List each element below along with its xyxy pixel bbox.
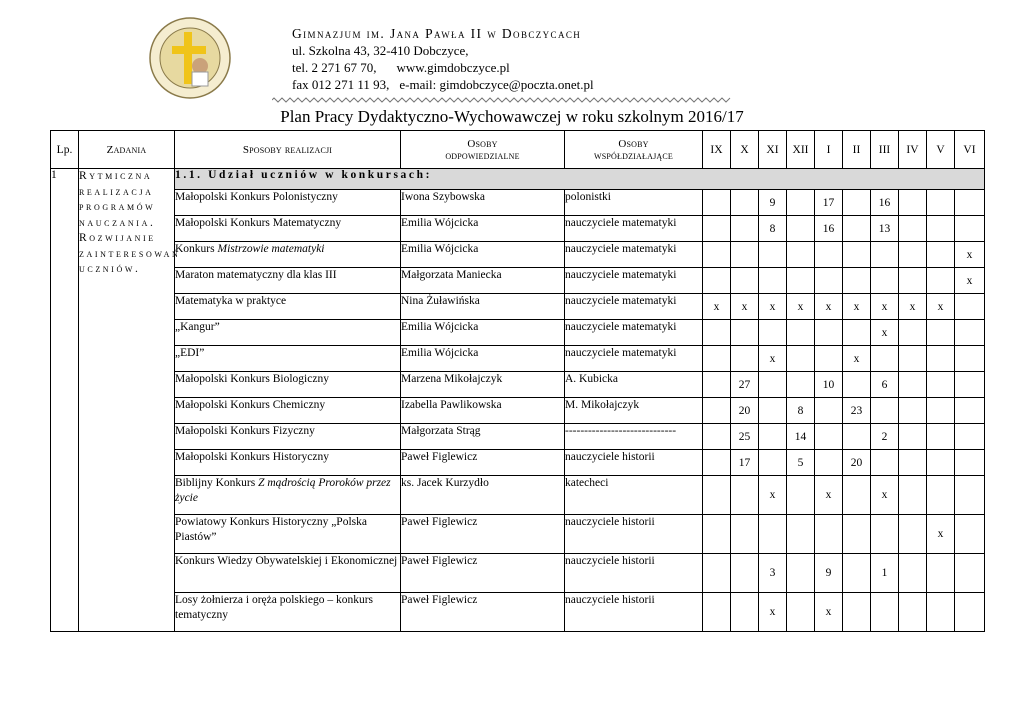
month-cell (787, 242, 815, 268)
table-row (51, 190, 985, 216)
fax: fax 012 271 11 93, (292, 77, 390, 92)
month-cell: x (815, 593, 843, 632)
month-cell: 25 (731, 424, 759, 450)
month-cell: x (871, 320, 899, 346)
month-cell: x (815, 294, 843, 320)
month-cell (731, 320, 759, 346)
competition-name: „Kangur” (175, 320, 401, 346)
month-cell: 9 (759, 190, 787, 216)
month-cell (927, 593, 955, 632)
month-cell (787, 268, 815, 294)
address: ul. Szkolna 43, 32-410 Dobczyce, (292, 43, 469, 58)
header-month: II (843, 131, 871, 169)
table-row (51, 593, 985, 632)
responsible-person: Małgorzata Maniecka (401, 268, 565, 294)
section-row (51, 169, 985, 190)
month-cell (815, 450, 843, 476)
month-cell (871, 242, 899, 268)
responsible-person: Paweł Figlewicz (401, 450, 565, 476)
responsible-person: Marzena Mikołajczyk (401, 372, 565, 398)
cooperating-persons: M. Mikołajczyk (565, 398, 703, 424)
responsible-person: Izabella Pawlikowska (401, 398, 565, 424)
month-cell (843, 424, 871, 450)
month-cell (955, 424, 985, 450)
month-cell (899, 346, 927, 372)
month-cell (871, 450, 899, 476)
month-cell (955, 372, 985, 398)
table-row (51, 372, 985, 398)
month-cell (703, 320, 731, 346)
month-cell (703, 554, 731, 593)
competition-name: Małopolski Konkurs Matematyczny (175, 216, 401, 242)
month-cell: 6 (871, 372, 899, 398)
month-cell (927, 216, 955, 242)
month-cell (899, 268, 927, 294)
month-cell: 17 (815, 190, 843, 216)
month-cell (927, 346, 955, 372)
competition-name: Powiatowy Konkurs Historyczny „Polska Piastów” (175, 515, 401, 554)
month-cell (927, 242, 955, 268)
month-cell (759, 268, 787, 294)
month-cell (703, 398, 731, 424)
month-cell (731, 216, 759, 242)
month-cell: x (871, 476, 899, 515)
table-row (51, 476, 985, 515)
month-cell (955, 515, 985, 554)
header-month: X (731, 131, 759, 169)
header-lp: Lp. (51, 131, 79, 169)
month-cell: x (787, 294, 815, 320)
month-cell (843, 216, 871, 242)
month-cell (899, 398, 927, 424)
month-cell (899, 320, 927, 346)
cooperating-persons: nauczyciele historii (565, 450, 703, 476)
month-cell (899, 242, 927, 268)
month-cell (703, 216, 731, 242)
month-cell (787, 515, 815, 554)
responsible-person: Emilia Wójcicka (401, 346, 565, 372)
month-cell (731, 554, 759, 593)
month-cell (703, 424, 731, 450)
month-cell (955, 450, 985, 476)
header-month: I (815, 131, 843, 169)
month-cell: 8 (759, 216, 787, 242)
responsible-person: Małgorzata Strąg (401, 424, 565, 450)
month-cell: 10 (815, 372, 843, 398)
page-title: Plan Pracy Dydaktyczno-Wychowawczej w roku szkolnym 2016/17 (280, 107, 744, 126)
month-cell (927, 320, 955, 346)
competition-name: Małopolski Konkurs Biologiczny (175, 372, 401, 398)
month-cell: x (703, 294, 731, 320)
month-cell (731, 190, 759, 216)
task-line: realizacja (79, 185, 154, 198)
month-cell (759, 320, 787, 346)
cooperating-persons: polonistki (565, 190, 703, 216)
header-osoby-wspoldzialajace: Osoby współdziałające (565, 131, 703, 169)
header-sposoby: Sposoby realizacji (175, 131, 401, 169)
month-cell: x (899, 294, 927, 320)
month-cell (955, 554, 985, 593)
month-cell (759, 242, 787, 268)
header-zadania: Zadania (79, 131, 175, 169)
plan-table (50, 130, 985, 632)
table-row (51, 554, 985, 593)
month-cell (843, 593, 871, 632)
cooperating-persons: nauczyciele matematyki (565, 216, 703, 242)
responsible-person: Emilia Wójcicka (401, 242, 565, 268)
month-cell (955, 398, 985, 424)
competition-name: Konkurs Mistrzowie matematyki (175, 242, 401, 268)
month-cell: 20 (843, 450, 871, 476)
month-cell: 13 (871, 216, 899, 242)
month-cell (899, 190, 927, 216)
table-row (51, 294, 985, 320)
month-cell (927, 398, 955, 424)
month-cell: 14 (787, 424, 815, 450)
month-cell: x (955, 268, 985, 294)
month-cell (815, 320, 843, 346)
month-cell (815, 346, 843, 372)
table-row (51, 242, 985, 268)
month-cell (899, 593, 927, 632)
table-row (51, 216, 985, 242)
month-cell (899, 554, 927, 593)
header-month: XII (787, 131, 815, 169)
month-cell (759, 424, 787, 450)
header-osoby-odpowiedzialne: Osoby odpowiedzialne (401, 131, 565, 169)
phone: tel. 2 271 67 70, (292, 60, 377, 75)
month-cell (703, 450, 731, 476)
month-cell: 2 (871, 424, 899, 450)
month-cell (703, 268, 731, 294)
email-link[interactable]: e-mail: gimdobczyce@poczta.onet.pl (399, 77, 594, 92)
month-cell (787, 346, 815, 372)
table-row (51, 268, 985, 294)
month-cell (843, 372, 871, 398)
month-cell (927, 424, 955, 450)
cooperating-persons: nauczyciele matematyki (565, 242, 703, 268)
month-cell (703, 593, 731, 632)
month-cell (871, 346, 899, 372)
month-cell (899, 424, 927, 450)
letterhead (292, 26, 594, 93)
month-cell (759, 450, 787, 476)
month-cell: 5 (787, 450, 815, 476)
cooperating-persons: nauczyciele matematyki (565, 294, 703, 320)
competition-name: Matematyka w praktyce (175, 294, 401, 320)
competition-name: Małopolski Konkurs Polonistyczny (175, 190, 401, 216)
month-cell: x (843, 346, 871, 372)
month-cell (843, 190, 871, 216)
month-cell (899, 515, 927, 554)
month-cell: 27 (731, 372, 759, 398)
month-cell (759, 372, 787, 398)
table-row (51, 515, 985, 554)
month-cell: 20 (731, 398, 759, 424)
month-cell: x (731, 294, 759, 320)
month-cell (955, 346, 985, 372)
month-cell (759, 515, 787, 554)
month-cell: x (927, 294, 955, 320)
cooperating-persons: ----------------------------- (565, 424, 703, 450)
month-cell (787, 372, 815, 398)
competition-name: Małopolski Konkurs Chemiczny (175, 398, 401, 424)
cooperating-persons: katecheci (565, 476, 703, 515)
competition-name: Biblijny Konkurs Z mądrością Proroków przez życie (175, 476, 401, 515)
month-cell (843, 554, 871, 593)
month-cell: 23 (843, 398, 871, 424)
table-row (51, 450, 985, 476)
cooperating-persons: nauczyciele matematyki (565, 268, 703, 294)
header-month: V (927, 131, 955, 169)
month-cell (927, 372, 955, 398)
month-cell (955, 320, 985, 346)
competition-name: „EDI” (175, 346, 401, 372)
month-cell (731, 476, 759, 515)
month-cell: 9 (815, 554, 843, 593)
competition-name: Konkurs Wiedzy Obywatelskiej i Ekonomicznej (175, 554, 401, 593)
task-line: Rozwijanie (79, 232, 156, 244)
month-cell (815, 424, 843, 450)
section-title: 1.1. Udział uczniów w konkursach: (175, 169, 985, 190)
month-cell (843, 476, 871, 515)
month-cell: 8 (787, 398, 815, 424)
month-cell (871, 593, 899, 632)
month-cell (703, 190, 731, 216)
school-name: Gimnazjum im. Jana Pawła II w Dobczycach (292, 26, 582, 41)
cooperating-persons: nauczyciele historii (565, 515, 703, 554)
school-logo (148, 16, 232, 100)
decorative-divider (272, 96, 732, 104)
task-line: zainteresowań (79, 247, 181, 260)
table-header (51, 131, 985, 169)
responsible-person: Emilia Wójcicka (401, 216, 565, 242)
month-cell (731, 242, 759, 268)
table-row (51, 398, 985, 424)
month-cell (955, 593, 985, 632)
month-cell (843, 242, 871, 268)
month-cell (787, 320, 815, 346)
month-cell (927, 268, 955, 294)
month-cell (927, 190, 955, 216)
month-cell: 1 (871, 554, 899, 593)
responsible-person: Paweł Figlewicz (401, 554, 565, 593)
month-cell (927, 554, 955, 593)
month-cell (787, 593, 815, 632)
task-line: programów (79, 201, 156, 213)
month-cell (871, 515, 899, 554)
month-cell (703, 372, 731, 398)
month-cell (843, 268, 871, 294)
table-row (51, 346, 985, 372)
month-cell (927, 450, 955, 476)
month-cell (955, 294, 985, 320)
month-cell (899, 216, 927, 242)
month-cell (899, 476, 927, 515)
month-cell: x (759, 294, 787, 320)
month-cell (731, 346, 759, 372)
month-cell: x (871, 294, 899, 320)
month-cell (703, 476, 731, 515)
cooperating-persons: nauczyciele historii (565, 593, 703, 632)
month-cell (871, 268, 899, 294)
month-cell (703, 242, 731, 268)
task-line: nauczania. (79, 216, 156, 229)
month-cell: x (955, 242, 985, 268)
month-cell: 3 (759, 554, 787, 593)
cooperating-persons: nauczyciele matematyki (565, 320, 703, 346)
month-cell (731, 268, 759, 294)
month-cell (899, 450, 927, 476)
month-cell (843, 320, 871, 346)
month-cell: 16 (815, 216, 843, 242)
cooperating-persons: A. Kubicka (565, 372, 703, 398)
month-cell (787, 190, 815, 216)
month-cell: x (759, 593, 787, 632)
task-cell (79, 169, 181, 632)
competition-name: Małopolski Konkurs Fizyczny (175, 424, 401, 450)
month-cell: x (927, 515, 955, 554)
table-row (51, 424, 985, 450)
month-cell (871, 398, 899, 424)
responsible-person: ks. Jacek Kurzydło (401, 476, 565, 515)
month-cell: 17 (731, 450, 759, 476)
responsible-person: Paweł Figlewicz (401, 593, 565, 632)
month-cell: x (759, 346, 787, 372)
competition-name: Losy żołnierza i oręża polskiego – konkurs tematyczny (175, 593, 401, 632)
month-cell: x (759, 476, 787, 515)
month-cell: 16 (871, 190, 899, 216)
month-cell (955, 216, 985, 242)
month-cell (955, 190, 985, 216)
lp-cell: 1 (51, 169, 79, 632)
month-cell (843, 515, 871, 554)
month-cell (899, 372, 927, 398)
header-month: IV (899, 131, 927, 169)
cooperating-persons: nauczyciele historii (565, 554, 703, 593)
month-cell (815, 398, 843, 424)
header-month: IX (703, 131, 731, 169)
month-cell (787, 554, 815, 593)
header-month: VI (955, 131, 985, 169)
task-line: uczniów. (79, 263, 141, 275)
month-cell (731, 515, 759, 554)
month-cell (787, 476, 815, 515)
month-cell (759, 398, 787, 424)
month-cell (955, 476, 985, 515)
responsible-person: Emilia Wójcicka (401, 320, 565, 346)
month-cell (927, 476, 955, 515)
task-line: Rytmiczna (79, 170, 153, 182)
month-cell (815, 268, 843, 294)
table-row (51, 320, 985, 346)
header-month: XI (759, 131, 787, 169)
month-cell (731, 593, 759, 632)
cooperating-persons: nauczyciele matematyki (565, 346, 703, 372)
month-cell (815, 515, 843, 554)
competition-name: Maraton matematyczny dla klas III (175, 268, 401, 294)
website-link[interactable]: www.gimdobczyce.pl (396, 60, 510, 75)
month-cell: x (815, 476, 843, 515)
header-month: III (871, 131, 899, 169)
month-cell (703, 515, 731, 554)
responsible-person: Paweł Figlewicz (401, 515, 565, 554)
month-cell (703, 346, 731, 372)
month-cell (815, 242, 843, 268)
competition-name: Małopolski Konkurs Historyczny (175, 450, 401, 476)
month-cell (787, 216, 815, 242)
responsible-person: Iwona Szybowska (401, 190, 565, 216)
month-cell: x (843, 294, 871, 320)
responsible-person: Nina Żuławińska (401, 294, 565, 320)
